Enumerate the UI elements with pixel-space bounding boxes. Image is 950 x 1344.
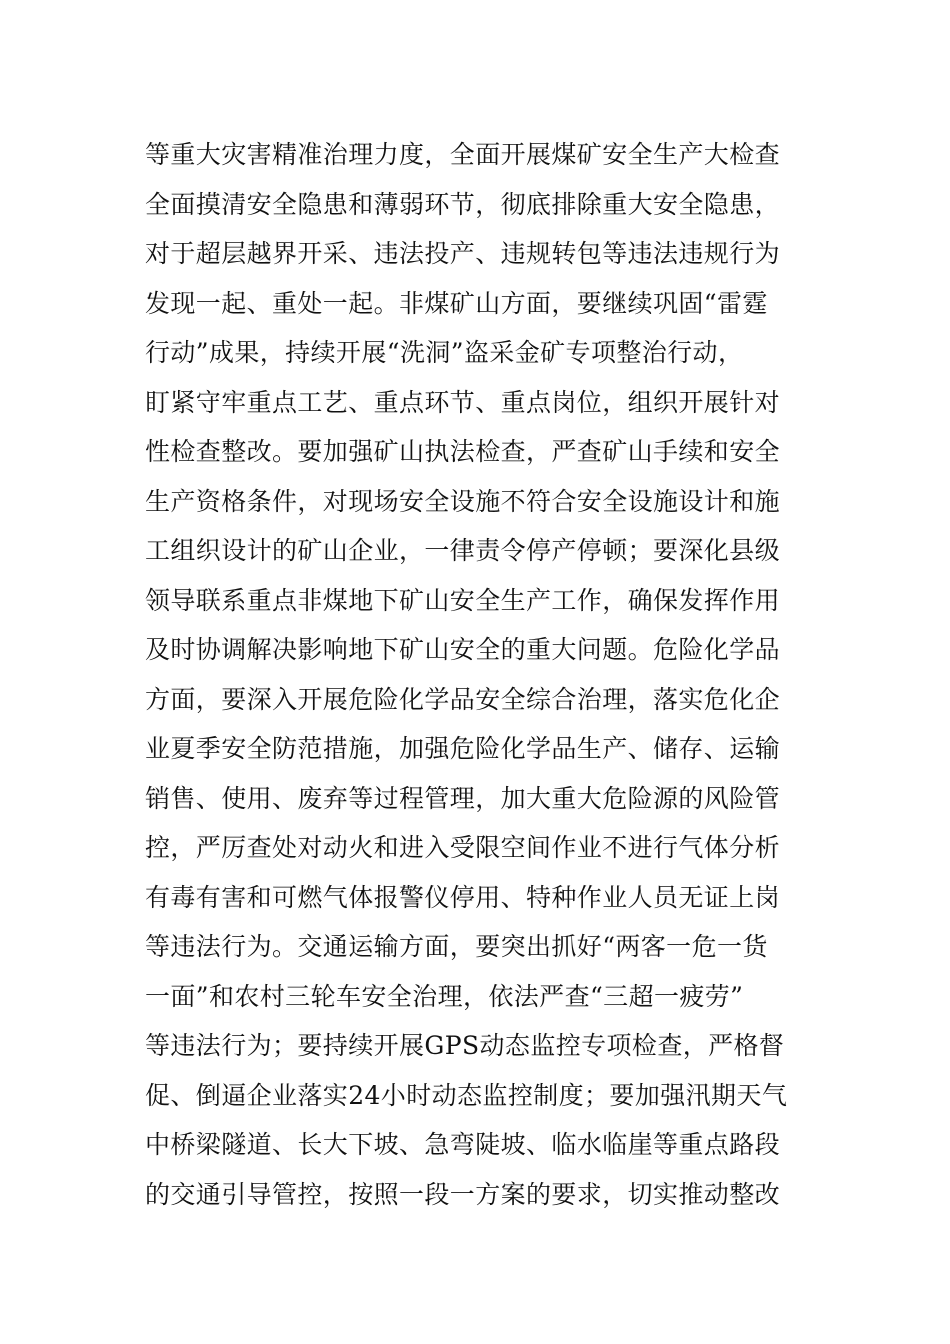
text-line-18: 一面”和农村三轮车安全治理，依法严查“三超一疲劳”: [145, 981, 744, 1011]
text-line-7: 性检查整改。要加强矿山执法检查，严查矿山手续和安全: [145, 437, 781, 466]
text-line-10: 领导联系重点非煤地下矿山安全生产工作，确保发挥作用: [145, 585, 781, 615]
text-line-19: 等违法行为；要持续开展GPS动态监控专项检查，严格督: [145, 1031, 785, 1060]
text-line-13: 业夏季安全防范措施，加强危险化学品生产、储存、运输: [145, 734, 781, 763]
text-line-22: 的交通引导管控，按照一段一方案的要求，切实推动整改: [145, 1179, 781, 1209]
text-line-15: 控，严厉查处对动火和进入受限空间作业不进行气体分析: [145, 833, 781, 862]
text-line-5: 行动”成果，持续开展“洗洞”盗采金矿专项整治行动，: [145, 338, 744, 367]
text-line-6: 盯紧守牢重点工艺、重点环节、重点岗位，组织开展针对: [145, 387, 781, 417]
text-line-9: 工组织设计的矿山企业，一律责令停产停顿；要深化县级: [145, 536, 781, 565]
text-line-16: 有毒有害和可燃气体报警仪停用、特种作业人员无证上岗: [145, 882, 781, 912]
text-line-20: 促、倒逼企业落实24小时动态监控制度；要加强汛期天气: [145, 1080, 788, 1110]
text-line-21: 中桥梁隧道、长大下坡、急弯陡坡、临水临崖等重点路段: [145, 1130, 781, 1159]
body-text: [145, 130, 815, 1219]
text-line-12: 方面，要深入开展危险化学品安全综合治理，落实危化企: [145, 684, 781, 714]
text-line-17: 等违法行为。交通运输方面，要突出抓好“两客一危一货: [145, 932, 768, 961]
text-line-3: 对于超层越界开采、违法投产、违规转包等违法违规行为: [145, 239, 781, 268]
text-line-2: 全面摸清安全隐患和薄弱环节，彻底排除重大安全隐患，: [145, 189, 781, 219]
text-line-11: 及时协调解决影响地下矿山安全的重大问题。危险化学品: [145, 635, 781, 664]
text-line-14: 销售、使用、废弃等过程管理，加大重大危险源的风险管: [145, 783, 781, 813]
text-line-8: 生产资格条件，对现场安全设施不符合安全设施设计和施: [145, 486, 781, 516]
text-line-4: 发现一起、重处一起。非煤矿山方面，要继续巩固“雷霆: [145, 288, 768, 318]
text-line-1: 等重大灾害精准治理力度，全面开展煤矿安全生产大检查: [145, 140, 781, 169]
